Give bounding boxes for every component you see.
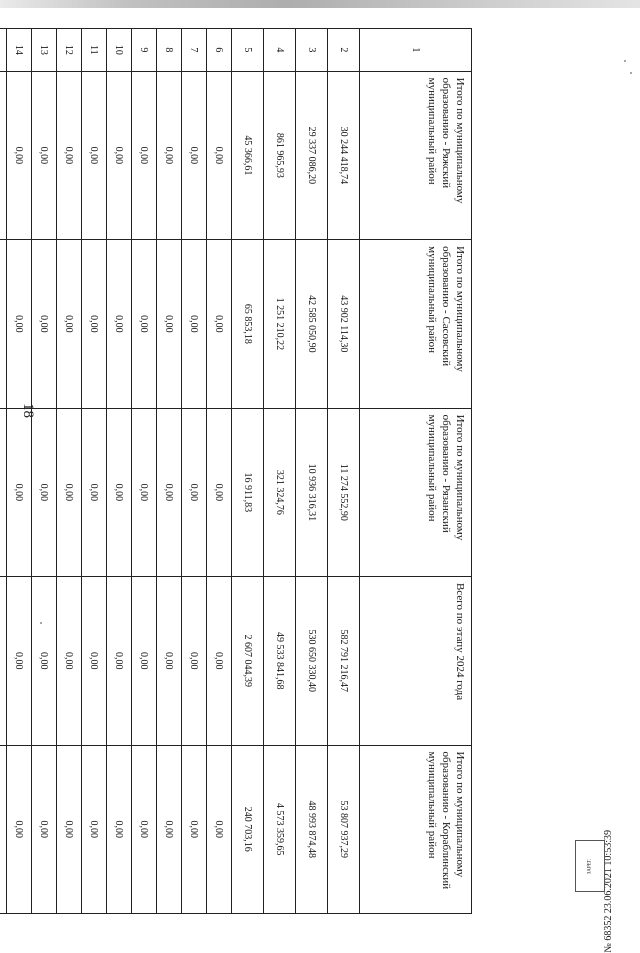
table-cell xyxy=(0,577,7,745)
table-cell: 0,00 xyxy=(7,408,32,576)
table-column-row xyxy=(82,29,107,914)
table-cell: 0,00 xyxy=(107,240,132,408)
table-cell: 0,00 xyxy=(182,240,207,408)
column-number: 6 xyxy=(207,29,232,72)
table-cell: 530 650 330,40 xyxy=(296,577,328,745)
column-number: 14 xyxy=(7,29,32,72)
table-column-row xyxy=(157,29,182,914)
table-cell: 0,00 xyxy=(32,408,57,576)
column-number: 8 xyxy=(157,29,182,72)
table-cell: 0,00 xyxy=(132,240,157,408)
table-column-row xyxy=(207,29,232,914)
table-column-row xyxy=(264,29,296,914)
table-cell: 0,00 xyxy=(157,577,182,745)
column-number: 5 xyxy=(232,29,264,72)
table-cell: 0,00 xyxy=(57,745,82,913)
table-cell xyxy=(0,71,7,239)
registration-stamp xyxy=(575,840,605,892)
table-cell: 0,00 xyxy=(182,71,207,239)
table-cell: 0,00 xyxy=(157,408,182,576)
table-column-row xyxy=(328,29,360,914)
table-cell: 2 607 044,39 xyxy=(232,577,264,745)
table-cell: 53 807 937,29 xyxy=(328,745,360,913)
table-cell: 0,00 xyxy=(207,577,232,745)
table-cell: 0,00 xyxy=(132,745,157,913)
table-cell: 0,00 xyxy=(207,240,232,408)
table-cell: 0,00 xyxy=(157,71,182,239)
table-column-row xyxy=(32,29,57,914)
scan-speck xyxy=(40,622,42,624)
row-label: Итого по муниципальному образованию - Сасовский муниципальный район xyxy=(360,240,472,408)
table-cell: 0,00 xyxy=(32,240,57,408)
table-cell: 321 324,76 xyxy=(264,408,296,576)
column-number: 2 xyxy=(328,29,360,72)
table-cell: 0,00 xyxy=(7,577,32,745)
table-cell: 0,00 xyxy=(7,745,32,913)
table-cell: 0,00 xyxy=(157,240,182,408)
table-cell: 0,00 xyxy=(207,71,232,239)
table-cell: 30 244 418,74 xyxy=(328,71,360,239)
table-cell: 0,00 xyxy=(132,577,157,745)
table-cell: 16 911,83 xyxy=(232,408,264,576)
scan-top-edge xyxy=(0,0,640,8)
table-cell: 0,00 xyxy=(157,745,182,913)
column-number xyxy=(0,29,7,72)
table-cell: 0,00 xyxy=(57,71,82,239)
table-cell: 0,00 xyxy=(207,408,232,576)
table-cell: 0,00 xyxy=(57,577,82,745)
table-cell: 0,00 xyxy=(107,71,132,239)
table-column-row xyxy=(57,29,82,914)
table-cell xyxy=(0,240,7,408)
table-cell: 0,00 xyxy=(182,577,207,745)
table-column-row xyxy=(7,29,32,914)
column-number: 13 xyxy=(32,29,57,72)
table-cell: 0,00 xyxy=(82,71,107,239)
table-cell: 4 573 359,65 xyxy=(264,745,296,913)
registration-timestamp: № 68352 23.06.2021 10:53:39 xyxy=(603,830,614,953)
column-number: 1 xyxy=(360,29,472,72)
table-cell: 0,00 xyxy=(107,408,132,576)
table-cell: 0,00 xyxy=(82,577,107,745)
table-cell: 43 902 114,30 xyxy=(328,240,360,408)
table-cell: 861 965,93 xyxy=(264,71,296,239)
table-cell: 0,00 xyxy=(82,745,107,913)
table-cell: 1 251 210,22 xyxy=(264,240,296,408)
table-column-row xyxy=(232,29,264,914)
table-cell: 45 366,61 xyxy=(232,71,264,239)
table-cell xyxy=(0,408,7,576)
table-cell: 0,00 xyxy=(82,240,107,408)
table-cell: 0,00 xyxy=(32,745,57,913)
table-cell: 582 791 216,47 xyxy=(328,577,360,745)
column-number: 3 xyxy=(296,29,328,72)
column-number: 11 xyxy=(82,29,107,72)
table-cell: 0,00 xyxy=(82,408,107,576)
row-label: Всего по этапу 2024 года xyxy=(360,577,472,745)
table-cell: 11 274 552,90 xyxy=(328,408,360,576)
page-number: 18 xyxy=(20,403,36,418)
table-cell: 65 853,18 xyxy=(232,240,264,408)
row-label: Итого по муниципальному образованию - Рязанский муниципальный район xyxy=(360,408,472,576)
table-cell: 0,00 xyxy=(57,240,82,408)
table-cell: 0,00 xyxy=(7,240,32,408)
table-cell: 49 533 841,68 xyxy=(264,577,296,745)
table-cell: 240 703,16 xyxy=(232,745,264,913)
table-cell: 0,00 xyxy=(32,71,57,239)
rotated-table-container xyxy=(13,28,472,914)
table-cell: 0,00 xyxy=(207,745,232,913)
table-column-row xyxy=(182,29,207,914)
table-column-row xyxy=(0,29,7,914)
table-cell: 0,00 xyxy=(132,408,157,576)
column-number: 4 xyxy=(264,29,296,72)
table-column-row xyxy=(360,29,472,914)
row-label: Итого по муниципальному образованию - Кораблинский муниципальный район xyxy=(360,745,472,913)
table-cell: 0,00 xyxy=(182,745,207,913)
table-cell: 48 993 874,48 xyxy=(296,745,328,913)
table-cell: 0,00 xyxy=(132,71,157,239)
column-number: 9 xyxy=(132,29,157,72)
row-label: Итого по муниципальному образованию - Ряжский муниципальный район xyxy=(360,71,472,239)
column-number: 10 xyxy=(107,29,132,72)
table-cell: 0,00 xyxy=(57,408,82,576)
table-cell xyxy=(0,745,7,913)
financing-table xyxy=(0,28,472,914)
table-cell: 0,00 xyxy=(107,577,132,745)
scan-speck xyxy=(630,72,632,74)
table-cell: 0,00 xyxy=(107,745,132,913)
column-number: 7 xyxy=(182,29,207,72)
table-column-row xyxy=(107,29,132,914)
stamp-text: ЗАРЕГ. xyxy=(587,858,593,874)
table-column-row xyxy=(296,29,328,914)
table-cell: 0,00 xyxy=(7,71,32,239)
scan-speck xyxy=(624,60,626,62)
table-cell: 0,00 xyxy=(182,408,207,576)
table-column-row xyxy=(132,29,157,914)
table-cell: 0,00 xyxy=(32,577,57,745)
column-number: 12 xyxy=(57,29,82,72)
table-cell: 42 585 050,90 xyxy=(296,240,328,408)
table-cell: 10 936 316,31 xyxy=(296,408,328,576)
table-cell: 29 337 086,20 xyxy=(296,71,328,239)
